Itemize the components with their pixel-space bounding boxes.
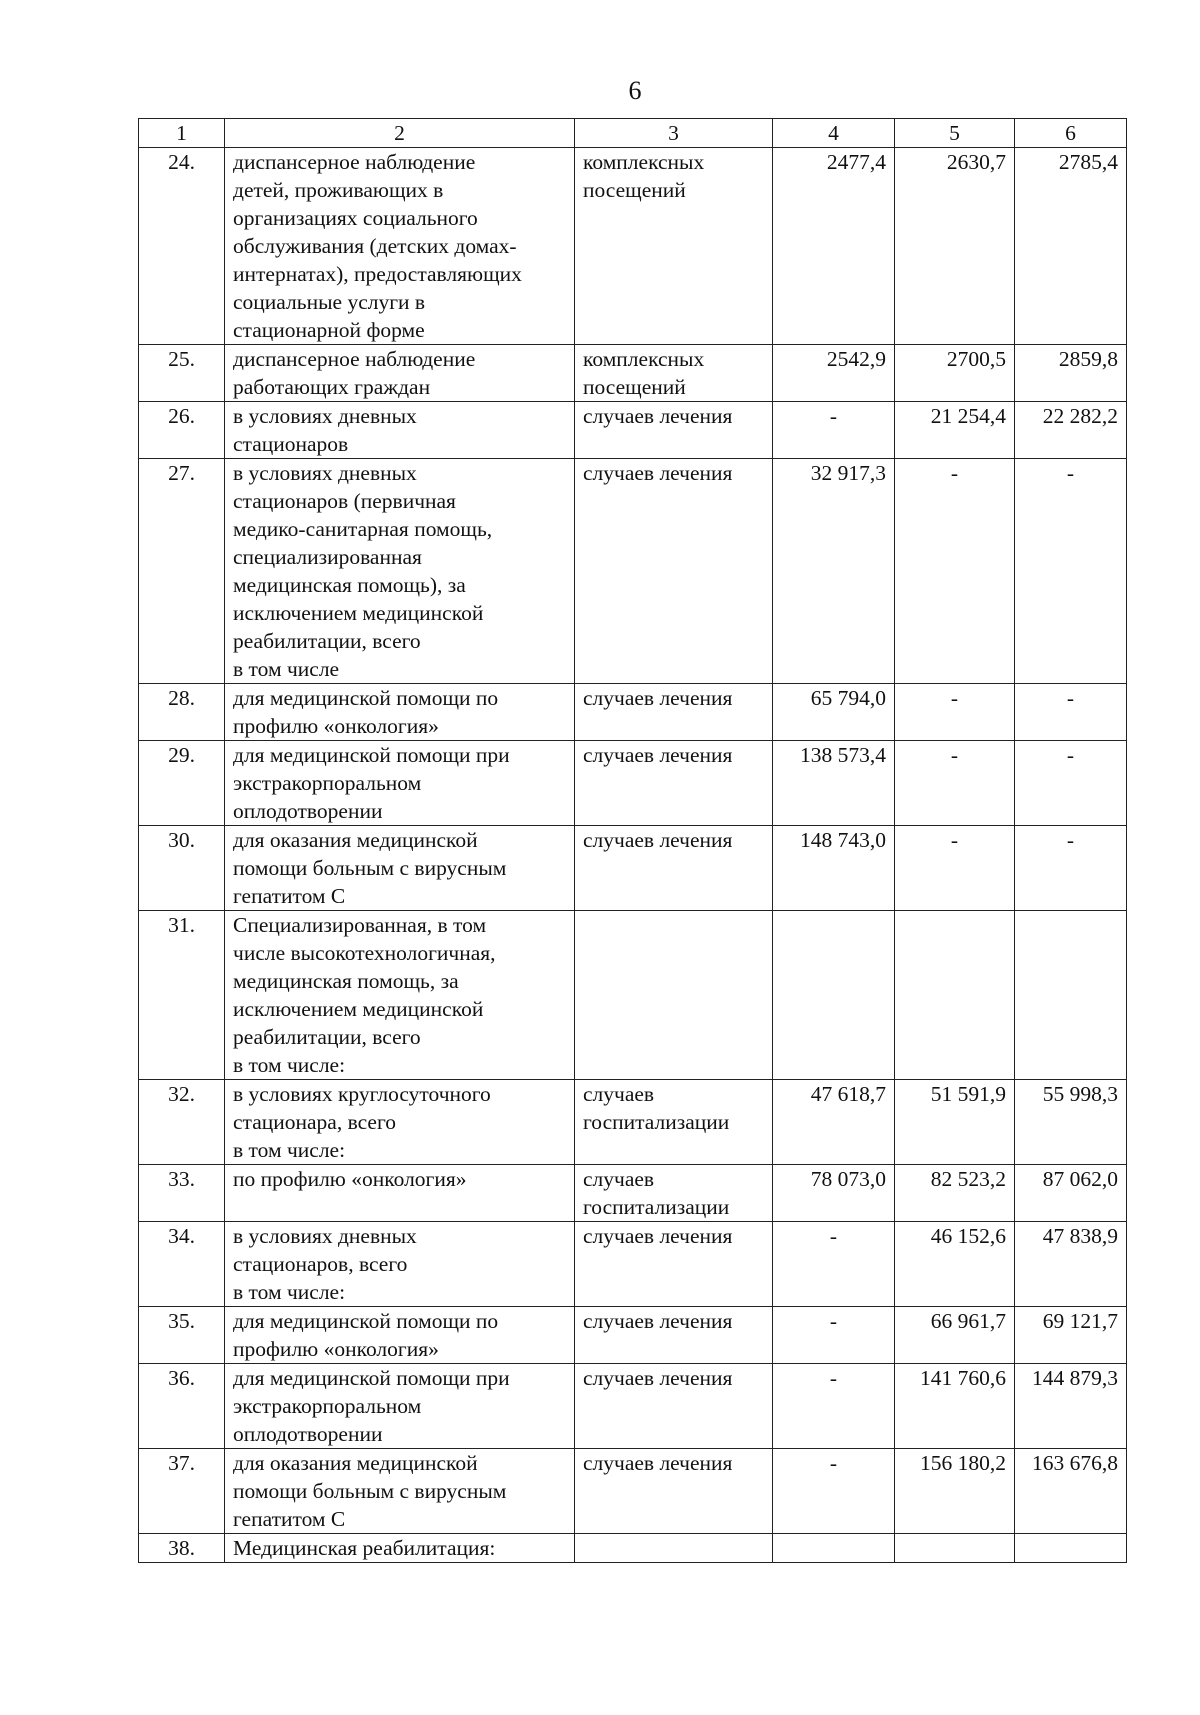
table-row — [139, 459, 1127, 684]
row-value-col5-cell: 21 254,4 — [895, 402, 1015, 459]
row-value-col6-cell: 144 879,3 — [1015, 1364, 1127, 1449]
row-number-cell: 36. — [139, 1364, 225, 1449]
table-row — [139, 148, 1127, 345]
row-unit-cell: случаев лечения — [575, 1222, 773, 1307]
row-number-cell: 29. — [139, 741, 225, 826]
column-header: 2 — [225, 119, 575, 148]
row-value-col5-cell: 51 591,9 — [895, 1080, 1015, 1165]
row-number-cell: 26. — [139, 402, 225, 459]
row-value-col4-cell: 2542,9 — [773, 345, 895, 402]
row-description-cell: в условиях дневных стационаров, всего в том числе: — [225, 1222, 575, 1307]
row-value-col6-cell: - — [1015, 741, 1127, 826]
row-value-col6-cell: - — [1015, 826, 1127, 911]
table-row — [139, 684, 1127, 741]
table-row — [139, 1222, 1127, 1307]
row-description-cell: для медицинской помощи по профилю «онкология» — [225, 684, 575, 741]
row-unit-cell: случаев госпитализации — [575, 1165, 773, 1222]
row-unit-cell — [575, 911, 773, 1080]
row-value-col4-cell: - — [773, 1449, 895, 1534]
row-number-cell: 37. — [139, 1449, 225, 1534]
table-row — [139, 1534, 1127, 1563]
row-value-col6-cell: 2785,4 — [1015, 148, 1127, 345]
column-header: 6 — [1015, 119, 1127, 148]
row-value-col6-cell: 55 998,3 — [1015, 1080, 1127, 1165]
row-unit-cell: случаев лечения — [575, 402, 773, 459]
row-unit-cell: случаев лечения — [575, 826, 773, 911]
row-value-col5-cell: 156 180,2 — [895, 1449, 1015, 1534]
row-number-cell: 28. — [139, 684, 225, 741]
row-unit-cell — [575, 1534, 773, 1563]
row-value-col6-cell: 87 062,0 — [1015, 1165, 1127, 1222]
row-number-cell: 30. — [139, 826, 225, 911]
column-header: 4 — [773, 119, 895, 148]
row-description-cell: в условиях круглосуточного стационара, всего в том числе: — [225, 1080, 575, 1165]
row-description-cell: для медицинской помощи при экстракорпоральном оплодотворении — [225, 741, 575, 826]
row-value-col4-cell: 2477,4 — [773, 148, 895, 345]
row-value-col5-cell: 46 152,6 — [895, 1222, 1015, 1307]
table-row — [139, 911, 1127, 1080]
row-number-cell: 31. — [139, 911, 225, 1080]
table-row — [139, 826, 1127, 911]
row-value-col5-cell: - — [895, 684, 1015, 741]
row-value-col4-cell: 78 073,0 — [773, 1165, 895, 1222]
row-number-cell: 32. — [139, 1080, 225, 1165]
row-description-cell: диспансерное наблюдение работающих граждан — [225, 345, 575, 402]
row-unit-cell: случаев лечения — [575, 1449, 773, 1534]
row-description-cell: по профилю «онкология» — [225, 1165, 575, 1222]
row-value-col6-cell: 47 838,9 — [1015, 1222, 1127, 1307]
row-value-col5-cell: 2630,7 — [895, 148, 1015, 345]
table-row — [139, 402, 1127, 459]
column-header: 5 — [895, 119, 1015, 148]
row-unit-cell: комплексных посещений — [575, 148, 773, 345]
row-number-cell: 33. — [139, 1165, 225, 1222]
table-row — [139, 1307, 1127, 1364]
row-unit-cell: случаев лечения — [575, 1364, 773, 1449]
row-number-cell: 38. — [139, 1534, 225, 1563]
row-value-col5-cell: 2700,5 — [895, 345, 1015, 402]
row-value-col6-cell: 163 676,8 — [1015, 1449, 1127, 1534]
row-unit-cell: комплексных посещений — [575, 345, 773, 402]
row-number-cell: 34. — [139, 1222, 225, 1307]
row-value-col6-cell: - — [1015, 684, 1127, 741]
row-value-col6-cell — [1015, 911, 1127, 1080]
row-value-col4-cell: - — [773, 402, 895, 459]
row-description-cell: Медицинская реабилитация: — [225, 1534, 575, 1563]
row-value-col4-cell: 32 917,3 — [773, 459, 895, 684]
row-description-cell: для медицинской помощи по профилю «онкология» — [225, 1307, 575, 1364]
row-description-cell: для медицинской помощи при экстракорпоральном оплодотворении — [225, 1364, 575, 1449]
row-value-col4-cell: - — [773, 1364, 895, 1449]
row-unit-cell: случаев лечения — [575, 684, 773, 741]
row-unit-cell: случаев лечения — [575, 1307, 773, 1364]
row-value-col5-cell — [895, 1534, 1015, 1563]
row-value-col5-cell: 141 760,6 — [895, 1364, 1015, 1449]
row-number-cell: 25. — [139, 345, 225, 402]
row-value-col4-cell: 65 794,0 — [773, 684, 895, 741]
column-header: 3 — [575, 119, 773, 148]
row-value-col4-cell: 138 573,4 — [773, 741, 895, 826]
row-description-cell: в условиях дневных стационаров — [225, 402, 575, 459]
row-number-cell: 24. — [139, 148, 225, 345]
row-number-cell: 35. — [139, 1307, 225, 1364]
row-description-cell: для оказания медицинской помощи больным с вирусным гепатитом С — [225, 826, 575, 911]
row-unit-cell: случаев госпитализации — [575, 1080, 773, 1165]
table-row — [139, 1449, 1127, 1534]
page-number: 6 — [628, 76, 642, 105]
table-header-row — [139, 119, 1127, 148]
row-value-col4-cell — [773, 911, 895, 1080]
row-unit-cell: случаев лечения — [575, 741, 773, 826]
table-row — [139, 1364, 1127, 1449]
table-row — [139, 345, 1127, 402]
row-unit-cell: случаев лечения — [575, 459, 773, 684]
row-value-col4-cell: 47 618,7 — [773, 1080, 895, 1165]
row-value-col5-cell: - — [895, 459, 1015, 684]
row-value-col6-cell: 69 121,7 — [1015, 1307, 1127, 1364]
table-row — [139, 741, 1127, 826]
row-value-col6-cell: - — [1015, 459, 1127, 684]
row-description-cell: для оказания медицинской помощи больным с вирусным гепатитом С — [225, 1449, 575, 1534]
row-value-col4-cell — [773, 1534, 895, 1563]
column-header: 1 — [139, 119, 225, 148]
row-value-col6-cell: 22 282,2 — [1015, 402, 1127, 459]
row-description-cell: диспансерное наблюдение детей, проживающих в организациях социального обслуживания (детских домах- интернатах), предоставляющих социальные услуги в стационарной форме — [225, 148, 575, 345]
row-number-cell: 27. — [139, 459, 225, 684]
row-value-col4-cell: - — [773, 1222, 895, 1307]
row-value-col4-cell: - — [773, 1307, 895, 1364]
row-value-col5-cell: - — [895, 826, 1015, 911]
row-value-col6-cell: 2859,8 — [1015, 345, 1127, 402]
row-value-col5-cell: 82 523,2 — [895, 1165, 1015, 1222]
table-row — [139, 1080, 1127, 1165]
row-value-col6-cell — [1015, 1534, 1127, 1563]
row-description-cell: Специализированная, в том числе высокотехнологичная, медицинская помощь, за исключением медицинской реабилитации, всего в том числе: — [225, 911, 575, 1080]
row-value-col4-cell: 148 743,0 — [773, 826, 895, 911]
table-row — [139, 1165, 1127, 1222]
data-table — [138, 118, 1127, 1563]
row-value-col5-cell: 66 961,7 — [895, 1307, 1015, 1364]
row-value-col5-cell — [895, 911, 1015, 1080]
row-value-col5-cell: - — [895, 741, 1015, 826]
row-description-cell: в условиях дневных стационаров (первичная медико-санитарная помощь, специализированная медицинская помощь), за исключением медицинской реабилитации, всего в том числе — [225, 459, 575, 684]
